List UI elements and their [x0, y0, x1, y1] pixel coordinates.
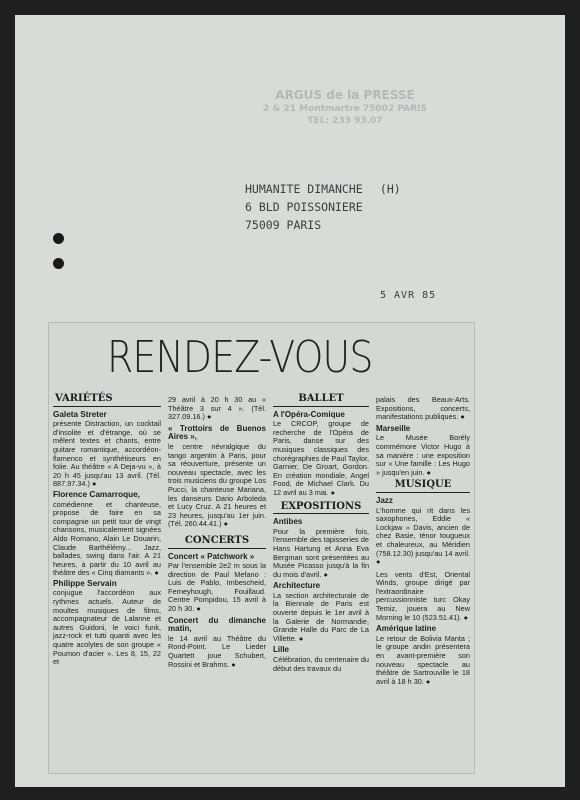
- item-text: Le Musée Borély commémore Victor Hugo à sa manière : une exposition sur « Une famille : Les Hugo » jusqu'en juin. ●: [376, 433, 470, 477]
- item-text: L'homme qui rit dans les saxophones, Eddie « Lockjaw » Davis, ancien de chez Basie, ténor tougueux et chaleureux, au Méridien (758.12.30) jusqu'au 14 avril. ●: [376, 505, 470, 567]
- item-text: conjugue l'accordéon aux rythmes actuels. Auteur de moultes musiques de films, accompagnateur de Lalanne et autres Guidoni, le voici funk, jazz-rock et tutti quanti avec les quatre acolytes de son groupe « Poumon d'acier ». Les 8, 15, 22 et: [53, 588, 161, 667]
- column-ballet-expositions: [273, 393, 369, 674]
- item-text: Célébration, du centenaire du début des travaux du: [273, 655, 369, 673]
- item-text: comédienne et chanteuse, propose de faire en sa compagnie un petit tour de vingt chansons, musicalement signées Aldo Romano, Alain Le Douarin, Claude Barthélémy... Jazz, ballades, swing dans l'air. A 21 heures, à partir du 10 avril au théâtre des « Cinq diamants ». ●: [53, 499, 161, 578]
- item-title: Florence Camarroque,: [53, 489, 140, 499]
- stamp-address: 2 & 21 Montmartre 75002 PARIS: [263, 104, 427, 114]
- recipient-street: 6 BLD POISSONIERE: [245, 200, 363, 214]
- item-text: le 14 avril au Théâtre du Rond-Point. Le Lieder Quartett joue Schubert, Rossini et Brahms. ●: [168, 633, 266, 669]
- item-title: A l'Opéra-Comique: [273, 409, 345, 419]
- recipient-address: [245, 180, 401, 234]
- date-stamp: 5 AVR 85: [380, 290, 437, 301]
- stamp-title: ARGUS de la PRESSE: [275, 88, 415, 102]
- section-heading: EXPOSITIONS: [273, 503, 369, 515]
- item-title: Jazz: [376, 495, 393, 505]
- column-musique: [376, 396, 470, 687]
- item-title: Galeta Streter: [53, 409, 107, 419]
- column-varietes: [53, 393, 161, 668]
- section-heading: VARIÉTÉS: [53, 395, 161, 407]
- item-title: Antibes: [273, 517, 303, 527]
- item-title: Concert « Patchwork »: [168, 551, 255, 561]
- item-title: Marseille: [376, 423, 411, 433]
- item-text: 29 avril à 20 h 30 au « Théâtre 3 sur 4 ». (Tél. 327.09.16.) ●: [168, 395, 266, 422]
- recipient-city: 75009 PARIS: [245, 218, 322, 232]
- section-heading: MUSIQUE: [376, 481, 470, 493]
- item-text: La section architecturale de la Biennale de Paris est ouverte depuis le 1er avril à la Galerie de Normandie, Grande Halle du Parc de La Villette. ●: [273, 590, 369, 643]
- item-text: Les vents d'Est, Oriental Winds, groupe dirigé par l'extraordinaire percussionniste turc Okay Temiz, jouera au New Morning le 10 (523.51.41). ●: [376, 569, 470, 622]
- item-text: Par l'ensemble 2e2 m sous la direction de Paul Mefano : Luis de Pablo, Imbescheid, Ferneyhough, Fouillaud. Centre Pompidou, 15 avril à 20 h 30. ●: [168, 561, 266, 614]
- stamp-phone: TEL: 233 93.07: [307, 116, 383, 126]
- item-text: palais des Beaux-Arts. Expositions, concerts, manifestations publiques. ●: [376, 395, 470, 422]
- item-title: « Trottoirs de Buenos Aires »,: [168, 423, 266, 442]
- item-text: le centre névralgique du tango argentin à Paris, pour sa réouverture, présente un nouveau spectacle, avec les trois musiciens du groupe Los Pucci, la chanteuse Mariana, les danseurs Dario Arboleda et Lucy Cruz. A 21 heures et 23 heures, jusqu'au 1er juin. (Tél. 260.44.41.) ●: [168, 441, 266, 529]
- recipient-code: (H): [379, 182, 401, 196]
- item-text: Le retour de Bolivia Manta ; le groupe andin présentera en avant-première son nouveau spectacle au théâtre de Sartrouville le 18 avril à 18 h 30. ●: [376, 633, 470, 686]
- item-title: Philippe Servain: [53, 578, 117, 588]
- clipping-headline: RENDEZ-VOUS: [107, 332, 373, 383]
- newspaper-clipping: [48, 322, 475, 774]
- item-text: présente Distraction, un cocktail d'insolite et d'étrange, où se mêlent textes et chants, entre guitare romantique, accordéon-flamenco et synthétiseurs en folie. Au théâtre « A Deja-vu », à 20 h 45 jusqu'au 13 avril. (Tél. 887.97.34.) ●: [53, 419, 161, 489]
- item-title: Concert du dimanche matin,: [168, 615, 266, 634]
- item-text: Le CRCOP, groupe de recherche de l'Opéra de Paris, danse sur des musiques classiques des chorégraphies de Paul Taylor, Garnier, De Groart, Gordon. En création mondiale, Angel Food, de Michael Clark. Du 12 avril au 3 mai. ●: [273, 419, 370, 497]
- item-title: Architecture: [273, 581, 321, 591]
- agency-stamp: [250, 88, 440, 126]
- section-heading: BALLET: [273, 395, 369, 407]
- item-title: Lille: [273, 645, 290, 655]
- punch-hole: [53, 258, 64, 269]
- section-heading: CONCERTS: [168, 537, 266, 549]
- item-title: Amérique latine: [376, 624, 437, 634]
- recipient-name: HUMANITE DIMANCHE: [245, 182, 363, 196]
- punch-hole: [53, 233, 64, 244]
- column-concerts: [168, 396, 266, 670]
- item-text: Pour la première fois, l'ensemble des tapisseries de Hans Hartung et Anna Eva Bergman sont présentées au Musée Picasso jusqu'à la fin du mois d'avril. ●: [273, 526, 369, 579]
